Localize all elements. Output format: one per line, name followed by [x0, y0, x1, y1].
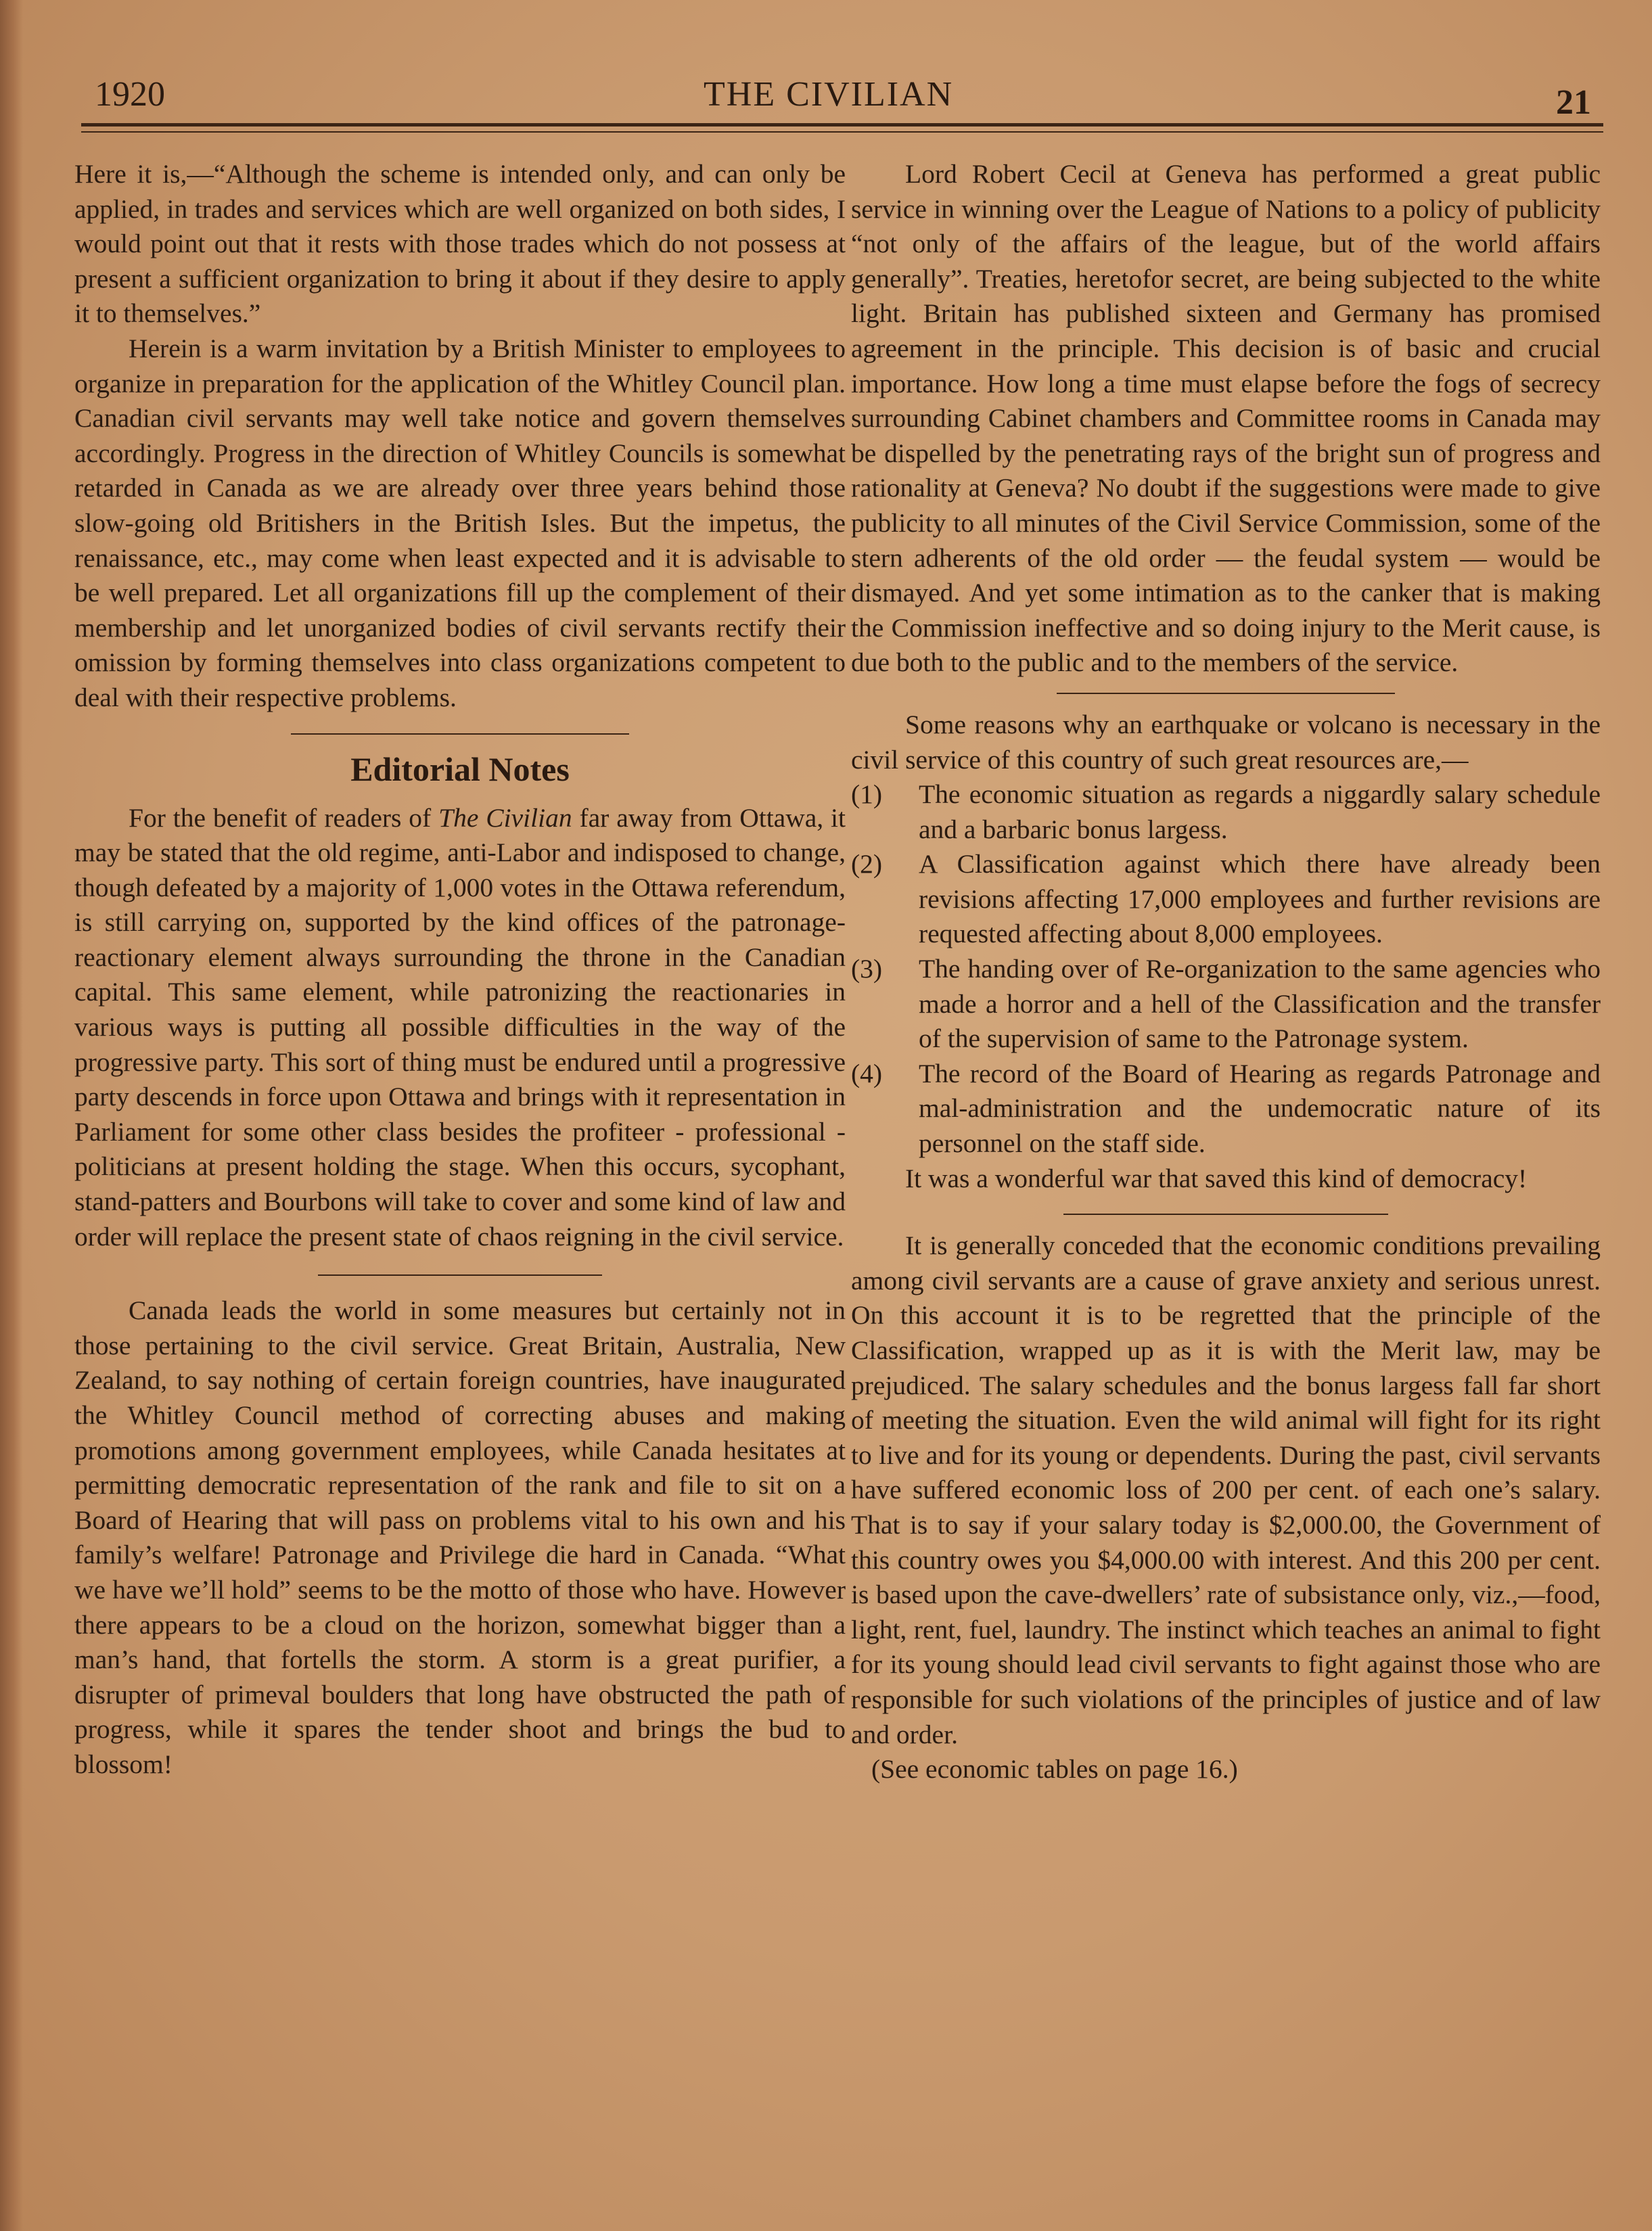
economic-paragraph: It is generally conceded that the economic conditions prevailing among civil servants are a cause of grave anxiety and serious unrest. On this account it is to be regretted that the principle of the Classification, wrapped up as it is with the Merit law, may be prejudiced. The salary schedules and the bonus largess fall far short of meeting the situation. Even the wild animal will fight for its right to live and for its young or dependents. During the past, civil servants have suffered economic loss of 200 per cent. of each one’s salary. That is to say if your salary today is $2,000.00, the Government of this country owes you $4,000.00 with interest. And this 200 per cent. is based upon the cave-dwellers’ rate of subsistance only, viz.,—food, light, rent, fuel, laundry. The instinct which teaches an animal to fight for its young should lead civil servants to fight against those who are responsible for such violations of the principles of justice and of law and order.	[851, 1230, 1601, 1749]
quote-paragraph: Here it is,—“Although the scheme is intended only, and can only be applied, in trades and services which are well organized on both sides, I would point out that it rests with those trades which do not possess at present a sufficient organization to bring it about if they desire to apply it to themselves.”	[74, 159, 846, 329]
list-item	[851, 847, 1601, 952]
section-divider	[1063, 1214, 1388, 1215]
header-rule-thin	[81, 131, 1603, 133]
reasons-list	[851, 777, 1601, 1162]
header-year: 1920	[95, 75, 165, 114]
whitley-paragraph: Herein is a warm invitation by a British Minister to employees to organize in preparation for the application of the Whitley Council plan. Canadian civil servants may well take notice and govern themselves accordingly. Progress in the direction of Whitley Councils is somewhat retarded in Canada as we are already over three years behind those slow-going old Britishers in the British Isles. But the impetus, the renaissance, etc., may come when least expected and it is advisable to be well prepared. Let all organizations fill up the complement of their membership and let unorganized bodies of civil servants rectify their omission by forming themselves into class organizations competent to deal with their respective problems.	[74, 333, 846, 712]
publication-name: The Civilian	[438, 802, 572, 833]
reasons-intro: Some reasons why an earthquake or volcano is necessary in the civil service of this country of such great resources are,—	[851, 709, 1601, 775]
list-item	[851, 777, 1601, 847]
header-rule	[81, 123, 1603, 127]
democracy-paragraph: It was a wonderful war that saved this kind of democracy!	[905, 1163, 1528, 1193]
geneva-paragraph: Lord Robert Cecil at Geneva has performed a great public service in winning over the League of Nations to a policy of publicity “not only of the affairs of the league, but of the world affairs generally”. Treaties, heretofor secret, are being subjected to the white light. Britain has published sixteen and Germany has promised agreement in the principle. This decision is of basic and crucial importance. How long a time must elapse before the fogs of secrecy surrounding Cabinet chambers and Committee rooms in Canada may be dispelled by the penetrating rays of the bright sun of progress and rationality at Geneva? No doubt if the suggestions were made to give publicity to all minutes of the Civil Service Commission, some of the stern adherents of the old order — the feudal system — would be dismayed. And yet some intimation as to the canker that is making the Commission ineffective and so doing injury to the Merit cause, is due both to the public and to the members of the service.	[851, 159, 1601, 678]
list-item	[851, 1057, 1601, 1162]
canada-leads-paragraph: Canada leads the world in some measures but certainly not in those pertaining to the civil service. Great Britain, Australia, New Zealand, to say nothing of certain foreign countries, have inaugurated the Whitley Council method of correcting abuses and making promotions among government employees, while Canada hesitates at permitting democratic representation of the rank and file to sit on a Board of Hearing that will pass on problems vital to his own and his family’s welfare! Patronage and Privilege die hard in Canada. “What we have we’ll hold” seems to be the motto of those who have. However there appears to be a cloud on the horizon, somewhat bigger than a man’s hand, that fortells the storm. A storm is a great purifier, a disrupter of primeval boulders that long have obstructed the path of progress, while it spares the tender shoot and brings the bud to blossom!	[74, 1295, 846, 1779]
ottawa-paragraph	[74, 801, 846, 1255]
list-text: The economic situation as regards a niggardly salary schedule and a barbaric bonus largess.	[919, 779, 1601, 844]
section-divider	[1057, 693, 1395, 694]
section-divider	[318, 1274, 602, 1276]
header-title: THE CIVILIAN	[704, 75, 954, 114]
page-spine-shadow	[0, 0, 23, 2231]
list-item	[851, 952, 1601, 1057]
list-text: A Classification against which there have already been revisions affecting 17,000 employees and further revisions are requested affecting about 8,000 employees.	[919, 849, 1601, 949]
closing-note: (See economic tables on page 16.)	[871, 1754, 1238, 1785]
list-number: (1)	[851, 779, 883, 810]
section-divider	[291, 733, 629, 735]
list-text: The record of the Board of Hearing as regards Patronage and mal-administration and the undemocratic nature of its personnel on the staff side.	[919, 1058, 1601, 1159]
list-number: (3)	[851, 954, 883, 984]
left-column	[74, 157, 846, 1782]
list-number: (4)	[851, 1058, 883, 1088]
section-heading: Editorial Notes	[350, 750, 570, 788]
header-page-number: 21	[1556, 83, 1591, 122]
ottawa-paragraph-start: For the benefit of readers of	[129, 802, 439, 833]
list-number: (2)	[851, 849, 883, 879]
ottawa-paragraph-rest: far away from Ottawa, it may be stated that the old regime, anti-Labor and indisposed to change, though defeated by a majority of 1,000 votes in the Ottawa referendum, is still carrying on, supported by the kind offices of the patronage-reactionary element always surrounding the throne in the Canadian capital. This same element, while patronizing the reactionaries in various ways is putting all possible difficulties in the way of the progressive party. This sort of thing must be endured until a progressive party descends in force upon Ottawa and brings with it representation in Parliament for some other class besides the profiteer - professional - politicians at present holding the stage. When this occurs, sycophant, stand-patters and Bourbons will take to cover and some kind of law and order will replace the present state of chaos reigning in the civil service.	[74, 802, 846, 1251]
list-text: The handing over of Re-organization to the same agencies who made a horror and a hell of the Classification and the transfer of the supervision of same to the Patronage system.	[919, 954, 1601, 1054]
right-column	[851, 157, 1601, 1787]
